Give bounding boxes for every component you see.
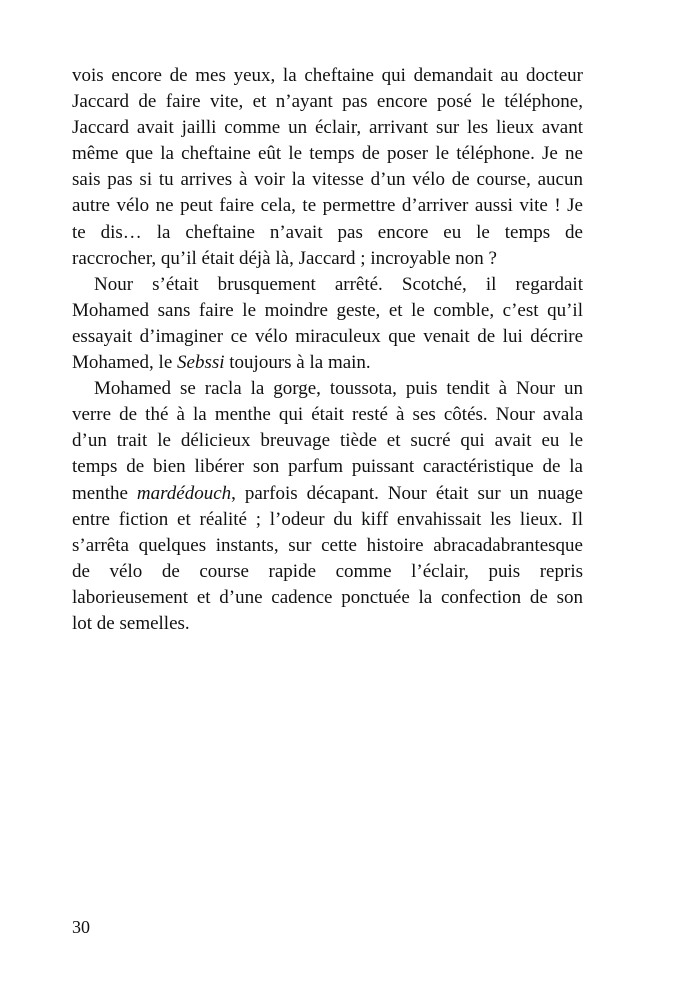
text-line: même que la cheftaine eût le temps de poser le téléphone. Je ne [72, 143, 583, 165]
text-line: de vélo de course rapide comme l’éclair, puis repris [72, 560, 583, 582]
page-number: 30 [72, 917, 90, 937]
text-line: Jaccard avait jailli comme un éclair, arrivant sur les lieux avant [72, 117, 583, 139]
text-line: raccrocher, qu’il était déjà là, Jaccard ; incroyable non ? [72, 247, 497, 269]
text-line: d’un trait le délicieux breuvage tiède et sucré qui avait eu le [72, 430, 583, 452]
text-fragment: , parfois décapant. Nour était sur un nuage [231, 482, 583, 504]
text-line: laborieusement et d’une cadence ponctuée la confection de son [72, 586, 583, 608]
page-body [72, 63, 583, 637]
text-line: te dis… la cheftaine n’avait pas encore eu le temps de [72, 221, 583, 243]
text-fragment: menthe [72, 482, 137, 504]
text-line: Nour s’était brusquement arrêté. Scotché, il regardait [94, 273, 583, 295]
text-line [72, 350, 583, 376]
text-line: Jaccard de faire vite, et n’ayant pas encore posé le téléphone, [72, 91, 583, 113]
text-line: verre de thé à la menthe qui était resté à ses côtés. Nour avala [72, 404, 583, 426]
paragraph-2 [72, 272, 583, 376]
text-line: temps de bien libérer son parfum puissant caractéristique de la [72, 456, 583, 478]
paragraph-1 [72, 63, 583, 272]
text-line: Mohamed sans faire le moindre geste, et le comble, c’est qu’il [72, 299, 583, 321]
text-line: sais pas si tu arrives à voir la vitesse d’un vélo de course, aucun [72, 169, 583, 191]
text-line: autre vélo ne peut faire cela, te permettre d’arriver aussi vite ! Je [72, 195, 583, 217]
text-fragment: toujours à la main. [224, 352, 371, 374]
text-line: lot de semelles. [72, 612, 190, 634]
italic-word: Sebssi [177, 352, 225, 374]
text-line: essayait d’imaginer ce vélo miraculeux que venait de lui décrire [72, 325, 583, 347]
italic-word: mardédouch [136, 482, 232, 504]
text-line: entre fiction et réalité ; l’odeur du kiff envahissait les lieux. Il [72, 508, 583, 530]
paragraph-3 [72, 376, 583, 637]
text-fragment: Mohamed, le [72, 352, 178, 374]
text-line: Mohamed se racla la gorge, toussota, puis tendit à Nour un [94, 378, 583, 400]
text-line: s’arrêta quelques instants, sur cette histoire abracadabrantesque [72, 534, 583, 556]
text-line: vois encore de mes yeux, la cheftaine qui demandait au docteur [72, 65, 583, 86]
text-line [72, 481, 583, 507]
